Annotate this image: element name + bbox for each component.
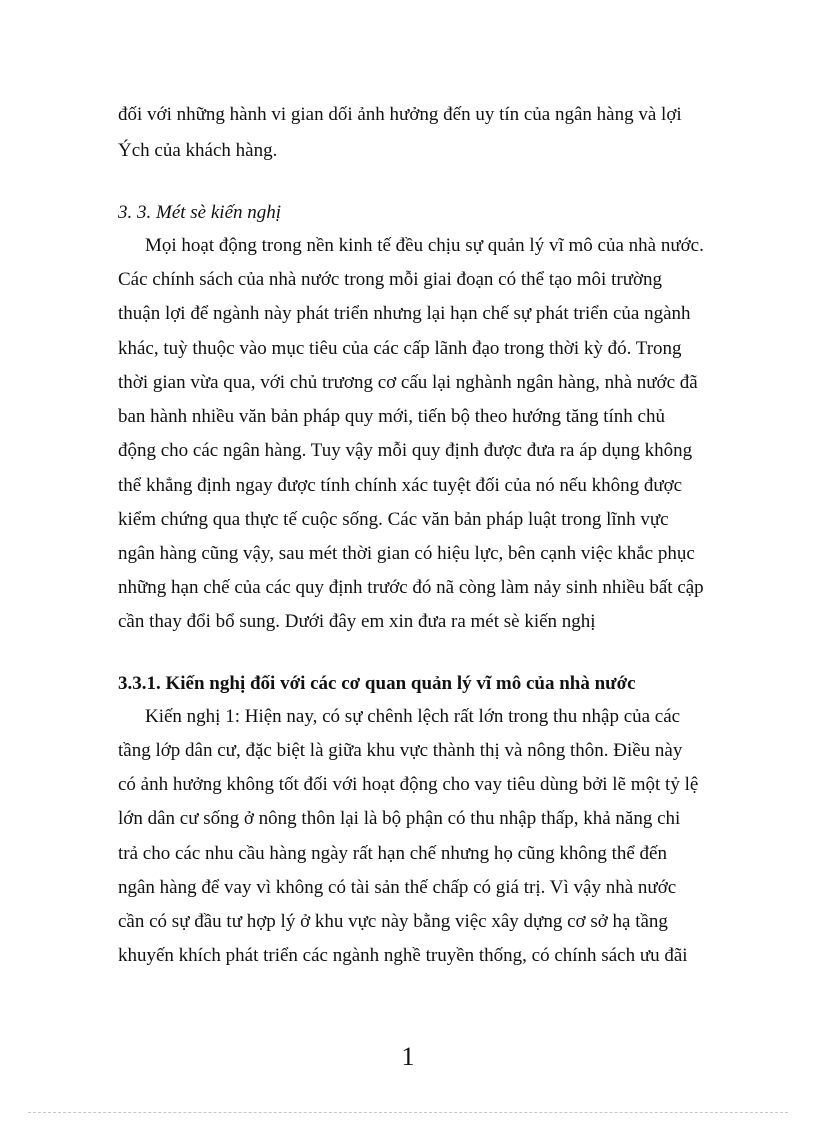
- paragraph-line: khác, tuỳ thuộc vào mục tiêu của các cấp lãnh đạo trong thời kỳ đó. Trong: [118, 338, 682, 359]
- paragraph-line: cần có sự đầu tư hợp lý ở khu vực này bằng việc xây dựng cơ sở hạ tầng: [118, 911, 668, 932]
- paragraph-line: cần thay đổi bổ sung. Dưới đây em xin đưa ra mét sè kiến nghị: [118, 611, 596, 632]
- paragraph-line: Mọi hoạt động trong nền kinh tế đều chịu sự quản lý vĩ mô của nhà nước.: [145, 235, 704, 256]
- section-heading: 3. 3. Mét sè kiến nghị: [118, 202, 282, 223]
- page-number: 1: [401, 1042, 415, 1071]
- paragraph-line: Kiến nghị 1: Hiện nay, có sự chênh lệch rất lớn trong thu nhập của các: [145, 706, 681, 727]
- paragraph-line: Các chính sách của nhà nước trong mỗi giai đoạn có thể tạo môi trường: [118, 269, 663, 290]
- paragraph-line: ban hành nhiều văn bản pháp quy mới, tiến bộ theo hướng tăng tính chủ: [118, 406, 665, 427]
- paragraph-line: thể khẳng định ngay được tính chính xác tuyệt đối của nó nếu không được: [118, 475, 683, 496]
- paragraph-line: những hạn chế của các quy định trước đó nã còng làm nảy sinh nhiều bất cập: [118, 577, 704, 598]
- paragraph-line: ngân hàng cũng vậy, sau mét thời gian có hiệu lực, bên cạnh việc khắc phục: [118, 543, 695, 564]
- paragraph-line: động cho các ngân hàng. Tuy vậy mỗi quy định được đưa ra áp dụng không: [118, 440, 693, 461]
- paragraph-line: khuyến khích phát triển các ngành nghề truyền thống, có chính sách ưu đãi: [118, 945, 688, 966]
- page-bottom-divider: [28, 1112, 788, 1113]
- paragraph-line: đối với những hành vi gian dối ảnh hưởng đến uy tín của ngân hàng và lợi: [118, 104, 682, 125]
- paragraph-line: ngân hàng để vay vì không có tài sản thế chấp có giá trị. Vì vậy nhà nước: [118, 877, 677, 898]
- paragraph-line: Ých của khách hàng.: [118, 140, 278, 161]
- paragraph-line: kiểm chứng qua thực tế cuộc sống. Các văn bản pháp luật trong lĩnh vực: [118, 509, 669, 530]
- subsection-heading: 3.3.1. Kiến nghị đối với các cơ quan quản lý vĩ mô của nhà nước: [118, 673, 636, 694]
- paragraph-line: trả cho các nhu cầu hàng ngày rất hạn chế nhưng họ cũng không thể đến: [118, 843, 667, 864]
- paragraph-line: thời gian vừa qua, với chủ trương cơ cấu lại nghành ngân hàng, nhà nước đã: [118, 372, 698, 393]
- paragraph-line: tầng lớp dân cư, đặc biệt là giữa khu vực thành thị và nông thôn. Điều này: [118, 740, 683, 761]
- paragraph-line: có ảnh hưởng không tốt đối với hoạt động cho vay tiêu dùng bởi lẽ một tỷ lệ: [118, 774, 699, 795]
- paragraph-line: lớn dân cư sống ở nông thôn lại là bộ phận có thu nhập thấp, khả năng chi: [118, 808, 681, 829]
- paragraph-line: thuận lợi để ngành này phát triển nhưng lại hạn chế sự phát triển của ngành: [118, 303, 691, 324]
